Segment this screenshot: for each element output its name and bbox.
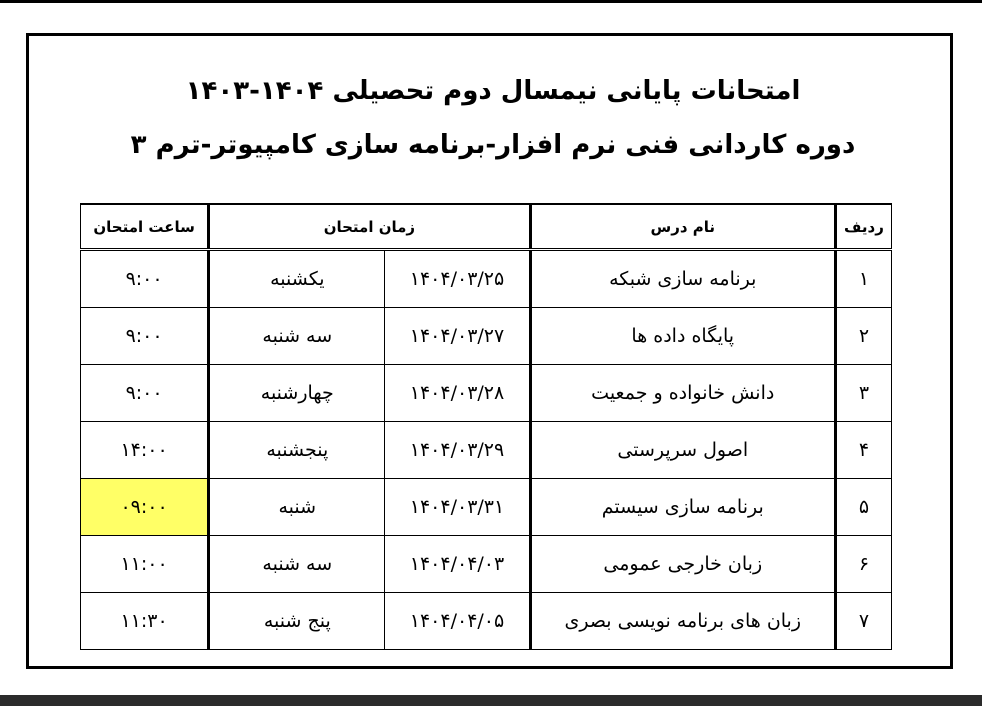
header-row-number: ردیف <box>835 204 891 250</box>
exam-hour: ۹:۰۰ <box>81 308 209 365</box>
exam-day: چهارشنبه <box>209 365 385 422</box>
course-name: اصول سرپرستی <box>530 422 835 479</box>
exam-day: یکشنبه <box>209 250 385 308</box>
exam-day: شنبه <box>209 479 385 536</box>
exam-schedule-table <box>80 203 892 650</box>
exam-date: ۱۴۰۴/۰۳/۲۷ <box>385 308 530 365</box>
header-exam-time: زمان امتحان <box>209 204 530 250</box>
exam-hour: ۹:۰۰ <box>81 365 209 422</box>
table-row <box>81 422 892 479</box>
exam-hour: ۱۱:۳۰ <box>81 593 209 650</box>
exam-hour: ۱۱:۰۰ <box>81 536 209 593</box>
table-row <box>81 479 892 536</box>
row-number: ۵ <box>835 479 891 536</box>
exam-day: پنج شنبه <box>209 593 385 650</box>
course-name: دانش خانواده و جمعیت <box>530 365 835 422</box>
row-number: ۴ <box>835 422 891 479</box>
exam-hour: ۱۴:۰۰ <box>81 422 209 479</box>
table-row <box>81 593 892 650</box>
table-row <box>81 308 892 365</box>
course-name: زبان های برنامه نویسی بصری <box>530 593 835 650</box>
exam-hour-highlighted: ۰۹:۰۰ <box>81 479 209 536</box>
top-border-line <box>0 0 982 3</box>
exam-day: سه شنبه <box>209 536 385 593</box>
row-number: ۶ <box>835 536 891 593</box>
exam-date: ۱۴۰۴/۰۴/۰۵ <box>385 593 530 650</box>
title-line-1: امتحانات پایانی نیمسال دوم تحصیلی ۱۴۰۴-۱۴۰۳ <box>185 76 801 106</box>
table-row <box>81 536 892 593</box>
header-exam-hour: ساعت امتحان <box>81 204 209 250</box>
course-name: پایگاه داده ها <box>530 308 835 365</box>
exam-date: ۱۴۰۴/۰۳/۳۱ <box>385 479 530 536</box>
exam-day: پنجشنبه <box>209 422 385 479</box>
title-line-2: دوره کاردانی فنی نرم افزار-برنامه سازی کامپیوتر-ترم ۳ <box>130 130 856 160</box>
table-header-row <box>81 204 892 250</box>
exam-date: ۱۴۰۴/۰۴/۰۳ <box>385 536 530 593</box>
exam-day: سه شنبه <box>209 308 385 365</box>
row-number: ۱ <box>835 250 891 308</box>
exam-date: ۱۴۰۴/۰۳/۲۵ <box>385 250 530 308</box>
course-name: زبان خارجی عمومی <box>530 536 835 593</box>
row-number: ۷ <box>835 593 891 650</box>
table-row <box>81 250 892 308</box>
row-number: ۲ <box>835 308 891 365</box>
row-number: ۳ <box>835 365 891 422</box>
exam-date: ۱۴۰۴/۰۳/۲۹ <box>385 422 530 479</box>
course-name: برنامه سازی شبکه <box>530 250 835 308</box>
header-course-name: نام درس <box>530 204 835 250</box>
bottom-border-bar <box>0 695 982 706</box>
table-row <box>81 365 892 422</box>
course-name: برنامه سازی سیستم <box>530 479 835 536</box>
exam-date: ۱۴۰۴/۰۳/۲۸ <box>385 365 530 422</box>
exam-hour: ۹:۰۰ <box>81 250 209 308</box>
